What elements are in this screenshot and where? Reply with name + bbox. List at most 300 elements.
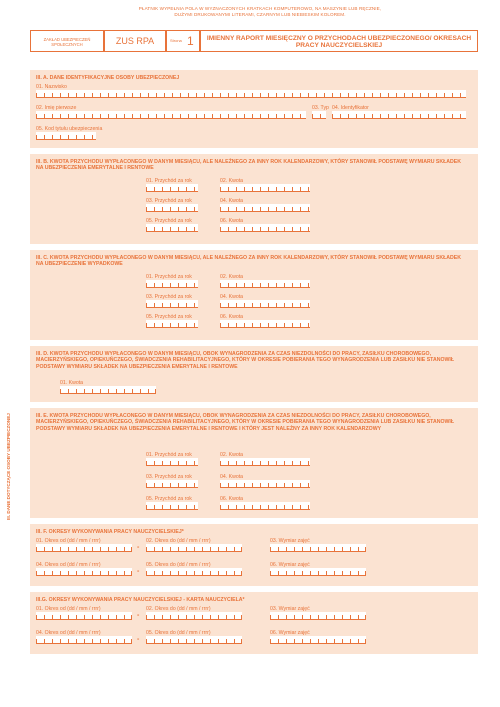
b-amount-1-label: 02. Kwota [220, 178, 244, 184]
cell-tick [108, 389, 109, 393]
b-amount-2-field[interactable] [220, 204, 310, 212]
cell-tick [284, 187, 285, 191]
cell-tick [380, 114, 381, 118]
cell-tick [252, 283, 253, 287]
cell-tick [154, 283, 155, 287]
cell-tick [276, 114, 277, 118]
cell-tick [364, 114, 365, 118]
cell-tick [228, 93, 229, 97]
cell-tick [194, 323, 195, 327]
cell-tick [178, 323, 179, 327]
cell-tick [268, 323, 269, 327]
c-amount-3-field[interactable] [220, 320, 310, 328]
cell-tick [284, 93, 285, 97]
cell-tick [332, 114, 333, 118]
cell-tick [100, 93, 101, 97]
section-b-title: III. B. KWOTA PRZYCHODU WYPŁACONEGO W DANYM MIESIĄCU, ALE NALEŻNEGO ZA INNY ROK KALENDARZOWY, KTÓRY STANOWIŁ PODSTAWĘ WYMIARU SKŁADEK NA UBEZPIECZENIA EMERYTALNE I RENTOWE [36, 159, 461, 172]
cell-tick [36, 639, 37, 643]
cell-tick [241, 547, 242, 551]
cell-tick [236, 323, 237, 327]
section-d-title: III. D. KWOTA PRZYCHODU WYPŁACONEGO W DANYM MIESIĄCU, OBOK WYNAGRODZENIA ZA CZAS NIEZDOLNOŚCI DO PRACY, ZASIŁKU CHOROBOWEGO, MACIERZYŃSKIEGO, OPIEKUŃCZEGO, ŚWIADCZENIA REHABILITACYJNEGO, KTÓRY W OKRESIE POBIERANIA TEGO WYNAGRODZENIA LUB ZASIŁKU NIE STANOWIŁ PODSTAWY WYMIARU SKŁADEK NA UBEZPIECZENIA EMERYTALNE I RENTOWE [36, 351, 454, 370]
cell-tick [220, 187, 221, 191]
section-a [30, 70, 478, 148]
cell-tick [452, 93, 453, 97]
cell-tick [154, 227, 155, 231]
cell-tick [276, 227, 277, 231]
cell-tick [116, 547, 117, 551]
page-box [166, 30, 200, 52]
e-amount-2-field[interactable] [220, 480, 310, 488]
cell-tick [194, 461, 195, 465]
b-year-1-field[interactable] [146, 184, 198, 192]
filling-instructions [60, 6, 460, 17]
cell-tick [252, 187, 253, 191]
cell-tick [284, 227, 285, 231]
e-year-2-field[interactable] [146, 480, 198, 488]
e-year-3-label: 05. Przychód za rok [146, 496, 192, 502]
cell-tick [170, 461, 171, 465]
cell-tick [260, 303, 261, 307]
cell-tick [162, 505, 163, 509]
g-hours-1-field[interactable] [270, 612, 366, 620]
cell-tick [252, 483, 253, 487]
id-type-label: 03. Typ [312, 105, 329, 111]
cell-tick [252, 505, 253, 509]
cell-tick [60, 547, 61, 551]
cell-tick [156, 93, 157, 97]
cell-tick [278, 615, 279, 619]
cell-tick [170, 207, 171, 211]
cell-tick [100, 571, 101, 575]
cell-tick [358, 547, 359, 551]
e-year-1-field[interactable] [146, 458, 198, 466]
cell-tick [356, 114, 357, 118]
c-year-2-field[interactable] [146, 300, 198, 308]
cell-tick [186, 505, 187, 509]
cell-tick [146, 227, 147, 231]
cell-tick [146, 207, 147, 211]
cell-tick [170, 283, 171, 287]
cell-tick [194, 615, 195, 619]
cell-tick [294, 571, 295, 575]
cell-tick [278, 639, 279, 643]
cell-tick [202, 571, 203, 575]
cell-tick [220, 207, 221, 211]
cell-tick [365, 547, 366, 551]
cell-tick [131, 547, 132, 551]
cell-tick [60, 389, 61, 393]
cell-tick [310, 639, 311, 643]
cell-tick [318, 571, 319, 575]
cell-tick [52, 547, 53, 551]
cell-tick [404, 114, 405, 118]
cell-tick [178, 207, 179, 211]
cell-tick [308, 93, 309, 97]
section-c-title: III. C. KWOTA PRZYCHODU WYPŁACONEGO W DANYM MIESIĄCU, ALE NALEŻNEGO ZA INNY ROK KALENDARZOWY, KTÓRY STANOWIŁ PODSTAWĘ WYMIARU SKŁADEK NA UBEZPIECZENIE WYPADKOWE [36, 255, 461, 268]
cell-tick [140, 114, 141, 118]
cell-tick [236, 303, 237, 307]
cell-tick [116, 615, 117, 619]
cell-tick [132, 93, 133, 97]
cell-tick [52, 615, 53, 619]
section-f-title: III. F. OKRESY WYKONYWANIA PRACY NAUCZYCIELSKIEJ* [36, 529, 184, 535]
cell-tick [204, 93, 205, 97]
cell-tick [310, 547, 311, 551]
insurance-code-field[interactable] [36, 132, 96, 140]
g-from-1-field[interactable] [36, 612, 132, 620]
c-year-3-field[interactable] [146, 320, 198, 328]
cell-tick [234, 547, 235, 551]
cell-tick [154, 461, 155, 465]
cell-tick [300, 207, 301, 211]
section-d [30, 346, 478, 402]
cell-tick [154, 187, 155, 191]
cell-tick [186, 483, 187, 487]
cell-tick [84, 571, 85, 575]
cell-tick [92, 615, 93, 619]
cell-tick [68, 114, 69, 118]
cell-tick [52, 639, 53, 643]
cell-tick [162, 461, 163, 465]
cell-tick [84, 639, 85, 643]
cell-tick [178, 283, 179, 287]
cell-tick [444, 93, 445, 97]
cell-tick [300, 283, 301, 287]
cell-tick [162, 571, 163, 575]
cell-tick [52, 571, 53, 575]
cell-tick [186, 571, 187, 575]
cell-tick [308, 505, 309, 509]
surname-field[interactable] [36, 90, 466, 98]
cell-tick [194, 483, 195, 487]
cell-tick [84, 547, 85, 551]
cell-tick [116, 639, 117, 643]
e-year-2-label: 03. Przychód za rok [146, 474, 192, 480]
e-amount-3-field[interactable] [220, 502, 310, 510]
cell-tick [260, 505, 261, 509]
e-amount-3-label: 06. Kwota [220, 496, 244, 502]
cell-tick [170, 505, 171, 509]
cell-tick [36, 114, 37, 118]
cell-tick [308, 283, 309, 287]
cell-tick [284, 505, 285, 509]
cell-tick [252, 227, 253, 231]
cell-tick [228, 323, 229, 327]
cell-tick [68, 639, 69, 643]
cell-tick [76, 389, 77, 393]
cell-tick [292, 207, 293, 211]
cell-tick [228, 207, 229, 211]
cell-tick [318, 547, 319, 551]
cell-tick [194, 207, 195, 211]
c-year-1-field[interactable] [146, 280, 198, 288]
cell-tick [318, 639, 319, 643]
cell-tick [241, 639, 242, 643]
cell-tick [186, 639, 187, 643]
section-e-title: III. E. KWOTA PRZYCHODU WYPŁACONEGO W DANYM MIESIĄCU, OBOK WYNAGRODZENIA ZA CZAS NIEZDOLNOŚCI DO PRACY, ZASIŁKU CHOROBOWEGO, MACIERZYŃSKIEGO, OPIEKUŃCZEGO, ŚWIADCZENIA REHABILITACYJNEGO, KTÓRY W OKRESIE POBIERANIA TEGO WYNAGRODZENIA LUB ZASIŁKU NIE STANOWIŁ PODSTAWY WYMIARU SKŁADEK NA UBEZPIECZENIA EMERYTALNE I RENTOWE I KTÓRY JEST NALEŻNY ZA INNY ROK KALENDARZOWY [36, 413, 454, 432]
cell-tick [76, 615, 77, 619]
b-amount-1-field[interactable] [220, 184, 310, 192]
cell-tick [268, 483, 269, 487]
c-amount-2-label: 04. Kwota [220, 294, 244, 300]
identifier-field[interactable] [332, 111, 466, 119]
c-amount-1-field[interactable] [220, 280, 310, 288]
cell-tick [300, 483, 301, 487]
f-hours-2-label: 06. Wymiar zajęć [270, 562, 310, 568]
cell-tick [278, 571, 279, 575]
cell-tick [308, 323, 309, 327]
cell-tick [92, 114, 93, 118]
cell-tick [100, 639, 101, 643]
cell-tick [60, 571, 61, 575]
cell-tick [202, 547, 203, 551]
cell-tick [358, 639, 359, 643]
cell-tick [92, 639, 93, 643]
cell-tick [92, 571, 93, 575]
g-from-2-field[interactable] [36, 636, 132, 644]
cell-tick [68, 615, 69, 619]
b-year-1-label: 01. Przychód za rok [146, 178, 192, 184]
cell-tick [188, 114, 189, 118]
cell-tick [194, 571, 195, 575]
cell-tick [342, 571, 343, 575]
cell-tick [180, 114, 181, 118]
cell-tick [428, 93, 429, 97]
cell-tick [44, 547, 45, 551]
cell-tick [294, 639, 295, 643]
cell-tick [226, 639, 227, 643]
e-amount-1-field[interactable] [220, 458, 310, 466]
cell-tick [236, 187, 237, 191]
cell-tick [196, 93, 197, 97]
cell-tick [308, 461, 309, 465]
cell-tick [186, 187, 187, 191]
cell-tick [36, 135, 37, 139]
e-amount-2-label: 04. Kwota [220, 474, 244, 480]
cell-tick [156, 114, 157, 118]
cell-tick [162, 615, 163, 619]
e-year-3-field[interactable] [146, 502, 198, 510]
cell-tick [44, 615, 45, 619]
cell-tick [244, 323, 245, 327]
cell-tick [252, 93, 253, 97]
cell-tick [170, 323, 171, 327]
cell-tick [154, 483, 155, 487]
cell-tick [300, 187, 301, 191]
cell-tick [36, 93, 37, 97]
g-hours-2-field[interactable] [270, 636, 366, 644]
cell-tick [350, 615, 351, 619]
cell-tick [270, 615, 271, 619]
f-from-2-field[interactable] [36, 568, 132, 576]
b-amount-3-field[interactable] [220, 224, 310, 232]
cell-tick [68, 547, 69, 551]
e-amount-1-label: 02. Kwota [220, 452, 244, 458]
cell-tick [68, 93, 69, 97]
cell-tick [260, 323, 261, 327]
cell-tick [308, 303, 309, 307]
cell-tick [146, 303, 147, 307]
cell-tick [268, 283, 269, 287]
cell-tick [92, 389, 93, 393]
cell-tick [154, 571, 155, 575]
b-year-2-label: 03. Przychód za rok [146, 198, 192, 204]
cell-tick [132, 114, 133, 118]
cell-tick [312, 114, 313, 118]
cell-tick [84, 114, 85, 118]
section-b [30, 154, 478, 244]
cell-tick [116, 93, 117, 97]
cell-tick [234, 571, 235, 575]
cell-tick [236, 461, 237, 465]
cell-tick [60, 639, 61, 643]
cell-tick [146, 615, 147, 619]
cell-tick [276, 461, 277, 465]
section-g [30, 592, 478, 654]
cell-tick [218, 615, 219, 619]
f-hours-1-field[interactable] [270, 544, 366, 552]
f-from-1-field[interactable] [36, 544, 132, 552]
cell-tick [286, 639, 287, 643]
f-dash-2: - [137, 568, 140, 575]
cell-tick [178, 483, 179, 487]
cell-tick [131, 571, 132, 575]
cell-tick [350, 571, 351, 575]
first-name-label: 02. Imię pierwsze [36, 105, 77, 111]
cell-tick [236, 505, 237, 509]
cell-tick [358, 571, 359, 575]
cell-tick [146, 283, 147, 287]
cell-tick [292, 505, 293, 509]
side-label: III. DANE DOTYCZĄCE OSOBY UBEZPIECZONEJ [6, 413, 11, 520]
cell-tick [146, 639, 147, 643]
cell-tick [270, 639, 271, 643]
cell-tick [154, 615, 155, 619]
cell-tick [364, 93, 365, 97]
cell-tick [146, 571, 147, 575]
cell-tick [342, 639, 343, 643]
cell-tick [60, 135, 61, 139]
cell-tick [76, 571, 77, 575]
cell-tick [270, 547, 271, 551]
g-to-2-field[interactable] [146, 636, 242, 644]
cell-tick [154, 207, 155, 211]
cell-tick [278, 547, 279, 551]
cell-tick [284, 461, 285, 465]
cell-tick [92, 135, 93, 139]
cell-tick [146, 323, 147, 327]
c-amount-3-label: 06. Kwota [220, 314, 244, 320]
f-to-2-label: 05. Okres do (dd / mm / rrrr) [146, 562, 211, 568]
cell-tick [228, 505, 229, 509]
cell-tick [154, 303, 155, 307]
cell-tick [334, 547, 335, 551]
cell-tick [380, 93, 381, 97]
cell-tick [228, 483, 229, 487]
cell-tick [460, 93, 461, 97]
cell-tick [292, 461, 293, 465]
cell-tick [76, 639, 77, 643]
f-hours-2-field[interactable] [270, 568, 366, 576]
cell-tick [220, 323, 221, 327]
cell-tick [162, 303, 163, 307]
cell-tick [170, 227, 171, 231]
cell-tick [348, 93, 349, 97]
cell-tick [210, 639, 211, 643]
b-year-3-field[interactable] [146, 224, 198, 232]
b-year-2-field[interactable] [146, 204, 198, 212]
g-to-1-field[interactable] [146, 612, 242, 620]
form-code: ZUS RPA [104, 30, 166, 52]
cell-tick [342, 615, 343, 619]
cell-tick [44, 639, 45, 643]
cell-tick [194, 303, 195, 307]
cell-tick [292, 303, 293, 307]
section-e [30, 408, 478, 518]
cell-tick [244, 114, 245, 118]
cell-tick [252, 323, 253, 327]
cell-tick [92, 547, 93, 551]
cell-tick [396, 93, 397, 97]
f-to-2-field[interactable] [146, 568, 242, 576]
cell-tick [178, 639, 179, 643]
cell-tick [236, 207, 237, 211]
cell-tick [332, 93, 333, 97]
cell-tick [420, 93, 421, 97]
cell-tick [220, 114, 221, 118]
cell-tick [284, 207, 285, 211]
cell-tick [324, 93, 325, 97]
cell-tick [178, 547, 179, 551]
form-title: IMIENNY RAPORT MIESIĘCZNY O PRZYCHODACH UBEZPIECZONEGO/ OKRESACH PRACY NAUCZYCIELSKIEJ [200, 30, 478, 52]
identifier-label: 04. Identyfikator [332, 105, 369, 111]
cell-tick [194, 505, 195, 509]
cell-tick [116, 571, 117, 575]
cell-tick [68, 571, 69, 575]
cell-tick [131, 639, 132, 643]
cell-tick [260, 114, 261, 118]
d-amount-field[interactable] [60, 386, 156, 394]
cell-tick [170, 187, 171, 191]
cell-tick [365, 615, 366, 619]
cell-tick [244, 483, 245, 487]
cell-tick [276, 323, 277, 327]
cell-tick [284, 483, 285, 487]
c-amount-2-field[interactable] [220, 300, 310, 308]
g-dash-1: - [137, 612, 140, 619]
cell-tick [52, 135, 53, 139]
id-type-field[interactable] [312, 111, 326, 119]
first-name-field[interactable] [36, 111, 306, 119]
cell-tick [300, 323, 301, 327]
cell-tick [202, 615, 203, 619]
f-to-1-field[interactable] [146, 544, 242, 552]
cell-tick [326, 571, 327, 575]
cell-tick [170, 547, 171, 551]
cell-tick [436, 93, 437, 97]
cell-tick [286, 571, 287, 575]
cell-tick [124, 639, 125, 643]
cell-tick [116, 389, 117, 393]
cell-tick [220, 461, 221, 465]
cell-tick [260, 227, 261, 231]
cell-tick [146, 187, 147, 191]
cell-tick [68, 389, 69, 393]
cell-tick [268, 114, 269, 118]
cell-tick [228, 114, 229, 118]
cell-tick [436, 114, 437, 118]
cell-tick [412, 93, 413, 97]
